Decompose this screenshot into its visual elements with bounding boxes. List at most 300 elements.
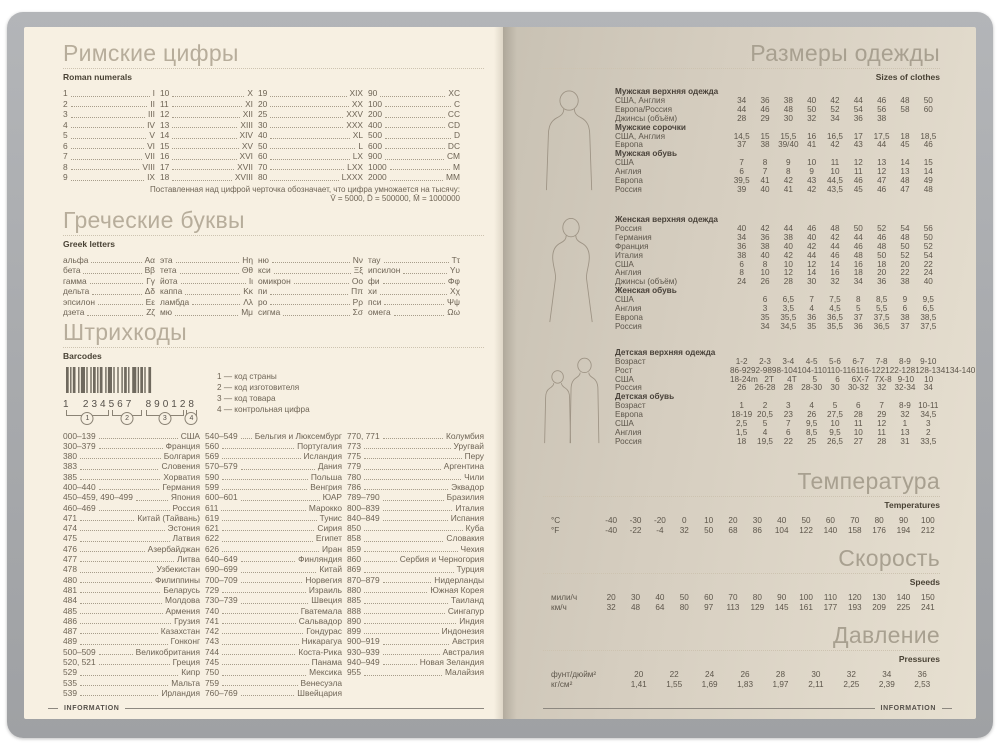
size-value: 47: [900, 184, 910, 194]
size-value: 8: [739, 268, 744, 278]
size-origin-label: Европа/Россия: [615, 104, 673, 114]
size-category-label: Детская верхняя одежда: [615, 347, 716, 357]
size-value: 14: [830, 259, 840, 269]
speed-table: [551, 593, 940, 614]
item-value: IX: [147, 172, 155, 182]
dots-leader: [172, 117, 239, 118]
dots-leader: [176, 262, 240, 263]
barcode-range-item: [347, 544, 484, 554]
item-value: Мексика: [309, 667, 342, 678]
roman-note-line2: V̄ = 5000, D̄ = 500000, M̄ = 1000000: [330, 194, 460, 203]
item-value: Иран: [322, 543, 342, 554]
size-row: [615, 252, 940, 261]
size-value: 41: [807, 140, 817, 150]
dots-leader: [99, 438, 178, 439]
scale-value: -22: [629, 526, 642, 536]
size-value: 3: [786, 401, 791, 411]
item-value: Ηη: [242, 254, 253, 265]
dots-leader: [390, 169, 450, 170]
size-value: 52: [900, 250, 910, 260]
barcode-range-item: [63, 461, 200, 471]
scale-value: 80: [752, 592, 762, 602]
size-origin-label: США: [615, 374, 634, 384]
barcode-range-item: [347, 482, 484, 492]
item-value: MM: [446, 172, 460, 182]
item-key: 25: [258, 109, 268, 119]
size-origin-label: Возраст: [615, 356, 646, 366]
section-title-temperature: Температура: [797, 467, 940, 494]
item-key: 20: [258, 98, 268, 109]
size-value: 16: [807, 131, 817, 141]
size-value: 9,5: [829, 427, 841, 437]
size-value: 35,5: [780, 312, 797, 322]
size-value: 18: [853, 268, 863, 278]
item-value: Ирландия: [161, 687, 200, 698]
scale-value: 1,69: [701, 680, 718, 690]
item-key: фи: [368, 275, 380, 286]
dots-leader: [91, 262, 141, 263]
size-value: 8: [786, 167, 791, 177]
item-value: XII: [242, 109, 253, 119]
item-value: Словения: [161, 461, 200, 472]
size-origin-label: Джинсы (объём): [615, 113, 678, 123]
item-key: ипсилон: [368, 265, 401, 275]
dots-leader: [294, 283, 349, 284]
right-page-footer: [543, 705, 952, 712]
scale-value: 129: [750, 603, 765, 613]
item-value: Ρρ: [352, 296, 363, 307]
item-key: 539: [63, 687, 77, 698]
item-key: 385: [63, 471, 77, 482]
item-key: тета: [160, 265, 177, 275]
dots-leader: [385, 138, 451, 139]
size-value: 9,5: [805, 419, 818, 429]
barcode-range-item: [63, 688, 200, 698]
barcode-legend-item: 1 — код страны: [217, 371, 277, 381]
size-value: 8,5: [805, 427, 818, 437]
dots-leader: [136, 500, 168, 501]
size-value: 44: [737, 104, 747, 114]
footer-dash: [942, 708, 952, 709]
size-value: 14: [807, 268, 817, 278]
dots-leader: [192, 304, 240, 305]
size-row: [615, 323, 940, 332]
barcode-range-item: [63, 585, 200, 595]
item-value: Армения: [165, 605, 200, 616]
list-column: [160, 255, 253, 318]
item-key: 2: [63, 98, 68, 109]
size-value: 34: [830, 113, 840, 123]
barcode-group-1: [66, 410, 108, 422]
scale-value: 104: [774, 526, 789, 536]
item-key: 880: [347, 584, 361, 595]
item-key: 940–949: [347, 657, 380, 668]
size-value: 39,5: [733, 176, 750, 186]
item-key: 12: [160, 109, 170, 119]
item-key: 535: [63, 677, 77, 688]
dots-leader: [71, 180, 144, 181]
item-value: Португалия: [297, 440, 342, 451]
item-key: 800–839: [347, 502, 380, 513]
item-key: пси: [368, 296, 382, 307]
size-value: 104-110: [797, 365, 827, 375]
barcode-range-item: [347, 513, 484, 523]
item-value: XIX: [349, 88, 363, 98]
scale-row: [551, 680, 940, 691]
item-value: Гондурас: [306, 626, 342, 637]
dots-leader: [222, 613, 298, 614]
size-origin-label: Европа: [615, 312, 643, 322]
size-value: 34: [760, 321, 770, 331]
dots-leader: [80, 613, 163, 614]
scale-value: -20: [653, 515, 666, 525]
dots-leader: [274, 273, 351, 274]
size-value: 6: [739, 167, 744, 177]
section-header: [543, 41, 940, 69]
size-value: 30-32: [847, 383, 869, 393]
size-value: 10: [783, 259, 793, 269]
size-origin-label: Европа: [615, 140, 643, 150]
item-value: Узбекистан: [156, 564, 200, 575]
scale-value: 140: [823, 526, 838, 536]
dots-leader: [364, 572, 454, 573]
scale-value: 64: [655, 603, 665, 613]
item-key: 611: [205, 502, 219, 513]
dots-leader: [222, 458, 301, 459]
item-value: Грузия: [174, 615, 200, 626]
size-value: 36: [853, 321, 863, 331]
greek-letter-item: [258, 265, 363, 276]
size-value: 60: [923, 104, 933, 114]
item-key: 626: [205, 543, 219, 554]
men-sizes-group: [543, 88, 940, 199]
barcode-range-item: [63, 523, 200, 533]
item-value: Исландия: [303, 451, 342, 462]
dots-leader: [80, 541, 170, 542]
item-key: 6: [63, 140, 68, 151]
barcode-range-item: [205, 575, 342, 585]
item-value: Чехия: [460, 543, 484, 554]
section-subtitle-barcodes: Barcodes: [63, 350, 102, 361]
section-greek-letters: [63, 208, 484, 318]
size-value: 58: [900, 104, 910, 114]
section-barcodes: [63, 320, 484, 699]
barcode-range-item: [205, 544, 342, 554]
footer-dash: [48, 708, 58, 709]
children-sizes-group: [543, 347, 976, 452]
size-row: [615, 261, 940, 270]
dots-leader: [185, 294, 240, 295]
dots-leader: [71, 159, 142, 160]
greek-letter-item: [160, 276, 253, 287]
item-key: 745: [205, 657, 219, 668]
item-key: 773: [347, 440, 361, 451]
barcode-range-item: [347, 431, 484, 441]
dots-leader: [364, 623, 456, 624]
size-value: 52: [830, 104, 840, 114]
size-value: 40: [807, 95, 817, 105]
scale-value: 48: [630, 603, 641, 613]
roman-numeral-item: [160, 88, 253, 99]
size-value: 15,5: [780, 131, 797, 141]
item-key: дельта: [63, 286, 90, 296]
size-value: 34: [737, 95, 747, 105]
size-value: 1,5: [735, 427, 748, 437]
item-value: VIII: [142, 161, 155, 172]
greek-letter-item: [160, 307, 253, 318]
size-value: 5-6: [829, 356, 841, 366]
greek-letters-table: [63, 255, 460, 318]
item-value: XXV: [346, 109, 363, 119]
size-value: 12: [877, 167, 887, 177]
size-value: 16: [830, 268, 840, 278]
size-value: 50: [877, 250, 887, 260]
dots-leader: [364, 561, 397, 562]
item-key: 560: [205, 440, 219, 451]
item-key: 775: [347, 451, 361, 462]
size-value: 50: [923, 232, 933, 242]
scale-value: 28: [775, 669, 786, 679]
size-value: 48: [877, 241, 887, 251]
item-value: XIV: [239, 130, 253, 140]
size-value: 14,5: [733, 131, 750, 141]
item-value: L: [358, 140, 363, 151]
size-value: 37,5: [920, 321, 937, 331]
dots-leader: [364, 469, 441, 470]
scale-value: 10: [704, 515, 714, 525]
size-value: 5,5: [875, 304, 888, 314]
greek-letter-item: [63, 265, 155, 276]
size-value: 32-34: [894, 383, 916, 393]
section-subtitle-temperature: Temperatures: [884, 499, 940, 510]
size-value: 6: [762, 295, 768, 305]
size-value: 41: [760, 176, 770, 186]
item-value: Χχ: [450, 286, 460, 296]
size-value: 32: [830, 277, 840, 287]
size-row: [615, 393, 940, 402]
item-key: 569: [205, 451, 219, 462]
scale-value: 20: [606, 592, 616, 602]
item-value: Υυ: [449, 265, 460, 275]
dots-leader: [383, 664, 417, 665]
section-header: [543, 546, 940, 574]
section-title-barcodes: Штрихкоды: [63, 318, 188, 345]
item-value: Сингапур: [447, 605, 484, 616]
greek-letter-item: [258, 276, 363, 287]
item-key: 600: [368, 140, 382, 151]
item-key: 622: [205, 533, 219, 544]
size-value: 4: [809, 401, 814, 411]
section-header: [63, 41, 484, 69]
size-value: 48: [830, 223, 840, 233]
dots-leader: [403, 273, 446, 274]
dots-leader: [385, 117, 445, 118]
size-value: 9: [786, 158, 791, 168]
dots-leader: [383, 520, 448, 521]
dots-leader: [380, 294, 447, 295]
item-key: 300–379: [63, 440, 96, 451]
scale-row: [551, 603, 940, 614]
scale-value: 2,39: [878, 680, 895, 690]
item-value: Θθ: [241, 265, 253, 275]
item-key: 17: [160, 161, 170, 172]
scale-value: 90: [898, 515, 909, 525]
size-row: [615, 150, 940, 159]
size-row: [615, 177, 940, 186]
scale-value: 225: [896, 603, 911, 613]
size-value: 38: [900, 277, 910, 287]
dots-leader: [385, 127, 445, 128]
item-value: XIII: [240, 119, 253, 130]
size-value: 20,5: [757, 410, 773, 420]
item-key: 70: [258, 161, 268, 172]
greek-letter-item: [368, 286, 460, 297]
item-key: тау: [368, 254, 381, 265]
item-value: Куба: [465, 523, 484, 534]
dots-leader: [172, 96, 244, 97]
item-key: хи: [368, 286, 377, 296]
scale-value: 60: [825, 515, 835, 525]
item-value: Беларусь: [163, 584, 200, 595]
barcode-range-item: [205, 626, 342, 636]
item-key: 730–739: [205, 595, 238, 606]
greek-letter-item: [368, 265, 460, 276]
size-value: 15: [923, 158, 933, 168]
size-value: 11: [877, 427, 886, 437]
size-origin-label: Возраст: [615, 401, 646, 411]
size-value: 36: [877, 277, 887, 287]
size-value: 7-8: [875, 356, 888, 366]
size-value: [730, 323, 753, 332]
item-key: 500: [368, 130, 382, 140]
size-value: 29: [760, 113, 770, 123]
scale-row: [551, 593, 940, 604]
size-value: 28-30: [801, 383, 823, 393]
size-row: [615, 376, 940, 385]
roman-numeral-item: [368, 172, 460, 183]
dots-leader: [181, 283, 246, 284]
man-figure-icon: [543, 88, 615, 199]
size-value: 43: [853, 140, 863, 150]
roman-numerals-table: [63, 88, 460, 183]
size-category-label: Женская верхняя одежда: [615, 215, 718, 224]
dots-leader: [221, 510, 306, 511]
item-value: XVI: [239, 151, 253, 161]
item-value: Германия: [162, 481, 200, 492]
size-value: 2: [762, 401, 768, 411]
item-value: Эквадор: [451, 481, 484, 492]
item-value: X: [247, 88, 253, 98]
size-value: 16: [853, 259, 863, 269]
section-title-greek: Греческие буквы: [63, 206, 245, 233]
size-value: 11: [830, 158, 840, 168]
scale-value: 241: [921, 603, 935, 613]
item-key: 7: [63, 151, 68, 161]
item-key: 900: [368, 151, 382, 161]
item-key: 18: [160, 172, 170, 182]
size-value: 46: [877, 95, 887, 105]
item-key: 619: [205, 512, 219, 523]
size-value: 34: [737, 232, 747, 242]
item-value: VI: [147, 140, 155, 151]
size-category-label: Детская обувь: [615, 392, 675, 402]
size-value: 46: [853, 176, 863, 186]
size-value: 48: [900, 232, 910, 242]
scale-row: [551, 516, 940, 527]
barcode-range-item: [205, 636, 342, 646]
item-key: 759: [205, 677, 219, 688]
greek-letter-item: [160, 265, 253, 276]
item-key: 90: [368, 88, 378, 98]
item-key: 19: [258, 88, 268, 98]
barcode-range-item: [63, 678, 200, 688]
size-value: 42: [760, 223, 770, 233]
size-value: 24: [923, 268, 933, 278]
item-value: XVII: [237, 161, 253, 172]
item-key: 590: [205, 471, 219, 482]
size-origin-label: США, Англия: [615, 131, 666, 141]
barcode-range-item: [347, 647, 484, 657]
barcode-range-item: [63, 503, 200, 513]
section-temperature: [543, 469, 940, 537]
dots-leader: [80, 520, 134, 521]
roman-numeral-item: [368, 130, 460, 141]
dots-leader: [383, 438, 443, 439]
item-value: D: [453, 130, 460, 140]
item-key: 30: [258, 119, 268, 130]
dots-leader: [270, 106, 348, 107]
item-key: 860: [347, 554, 361, 565]
scale-value: 2,25: [843, 680, 860, 690]
item-key: 760–769: [205, 687, 238, 698]
size-row: [615, 216, 940, 225]
scale-value: 209: [872, 603, 886, 613]
scale-value: 20: [634, 669, 644, 679]
dots-leader: [90, 283, 143, 284]
children-sizes-table: [615, 347, 976, 452]
dots-leader: [172, 148, 238, 149]
list-column: [205, 431, 342, 699]
dots-leader: [241, 695, 295, 696]
size-value: 20: [877, 268, 887, 278]
dots-leader: [364, 489, 448, 490]
item-value: Греция: [172, 657, 200, 668]
unit-label: °C: [551, 515, 561, 525]
roman-numeral-item: [258, 141, 363, 152]
section-header: [543, 623, 940, 651]
size-value: 6-7: [852, 356, 865, 366]
item-key: 400–440: [63, 481, 96, 492]
size-value: 35,5: [827, 321, 843, 331]
group-number-4: 4: [185, 412, 198, 425]
size-value: 44: [877, 140, 887, 150]
dots-leader: [364, 592, 427, 593]
size-value: 3-4: [782, 356, 795, 366]
dots-leader: [99, 664, 170, 665]
dots-leader: [71, 127, 144, 128]
dots-leader: [71, 106, 148, 107]
barcode-range-item: [347, 616, 484, 626]
dots-leader: [383, 510, 453, 511]
item-value: Болгария: [163, 451, 200, 462]
greek-letter-item: [160, 255, 253, 266]
size-value: 4T: [787, 374, 797, 384]
dots-leader: [364, 603, 448, 604]
barcode-range-item: [205, 606, 342, 616]
item-key: 100: [368, 98, 382, 109]
item-key: 485: [63, 605, 77, 616]
item-value: Южная Корея: [430, 584, 484, 595]
